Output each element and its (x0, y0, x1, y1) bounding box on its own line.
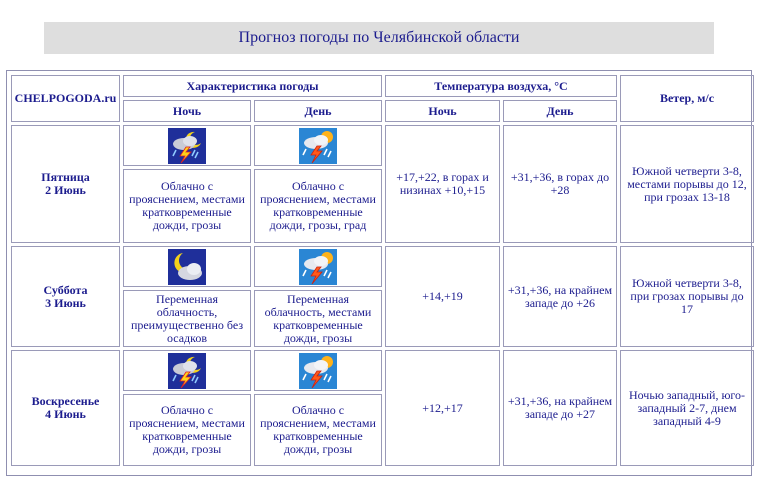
temp-day: +31,+36, на крайнем западе до +27 (503, 350, 617, 466)
thunderstorm-day-icon (299, 249, 337, 285)
wind-desc: Ночью западный, юго-западный 2-7, днем западный 4-9 (620, 350, 754, 466)
night-description: Облачно с прояснением, местами кратковременные дожди, грозы (123, 169, 251, 243)
date: 3 Июнь (45, 295, 86, 310)
thunderstorm-day-icon (299, 353, 337, 389)
page-title: Прогноз погоды по Челябинской области (44, 22, 714, 54)
partly-cloudy-night-icon (168, 249, 206, 285)
wind-desc: Южной четверти 3-8, местами порывы до 12, при грозах 13-18 (620, 125, 754, 243)
date: 2 Июнь (45, 183, 86, 197)
day-description: Переменная облачность, местами кратковременные дожди, грозы (254, 290, 382, 347)
table-row (11, 246, 754, 287)
subheader-char-night: Ночь (123, 100, 251, 122)
temp-night: +12,+17 (385, 350, 500, 466)
weekday: Пятница (41, 170, 90, 184)
forecast-table (8, 72, 757, 469)
night-description: Облачно с прояснением, местами кратковременные дожди, грозы (123, 394, 251, 466)
temp-night: +14,+19 (385, 246, 500, 347)
date: 4 Июнь (45, 407, 86, 421)
header-wind: Ветер, м/с (620, 75, 754, 122)
night-description: Переменная облачность, преимущественно без осадков (123, 290, 251, 347)
temp-day: +31,+36, в горах до +28 (503, 125, 617, 243)
header-air-temperature: Температура воздуха, °C (385, 75, 617, 97)
table-row (11, 350, 754, 391)
thunderstorm-day-icon (299, 128, 337, 164)
day-label (11, 246, 120, 347)
brand-link[interactable]: CHELPOGODA.ru (11, 75, 120, 122)
wind-desc: Южной четверти 3-8, при грозах порывы до 17 (620, 246, 754, 347)
day-label (11, 350, 120, 466)
header-weather-characteristic: Характеристика погоды (123, 75, 382, 97)
temp-night: +17,+22, в горах и низинах +10,+15 (385, 125, 500, 243)
subheader-temp-day: День (503, 100, 617, 122)
subheader-temp-night: Ночь (385, 100, 500, 122)
table-row (11, 125, 754, 166)
weekday: Воскресенье (31, 394, 100, 408)
thunderstorm-night-icon (168, 353, 206, 389)
day-description: Облачно с прояснением, местами кратковременные дожди, грозы, град (254, 169, 382, 243)
day-description: Облачно с прояснением, местами кратковременные дожди, грозы (254, 394, 382, 466)
weekday: Суббота (43, 282, 88, 297)
temp-day: +31,+36, на крайнем западе до +26 (503, 246, 617, 347)
thunderstorm-night-icon (168, 128, 206, 164)
day-label (11, 125, 120, 243)
subheader-char-day: День (254, 100, 382, 122)
